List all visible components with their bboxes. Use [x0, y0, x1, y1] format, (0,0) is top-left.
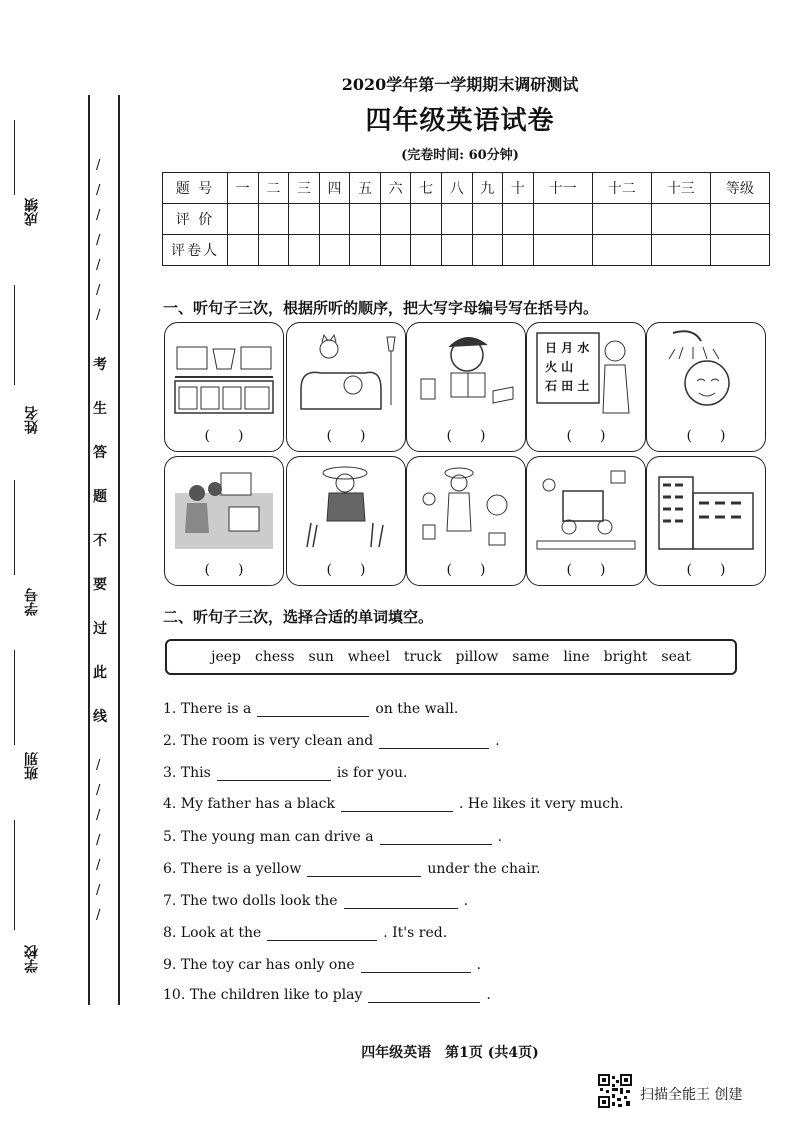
column-header: 十二 [592, 173, 651, 204]
table-cell[interactable] [592, 204, 651, 235]
column-header: 四 [319, 173, 350, 204]
exam-title: 2020学年第一学期期末调研测试 [341, 75, 579, 94]
table-cell[interactable] [651, 204, 710, 235]
column-header: 一 [228, 173, 259, 204]
table-cell[interactable] [533, 204, 592, 235]
table-cell[interactable] [350, 235, 381, 266]
question-5: 5. The young man can drive a . [163, 829, 502, 845]
qr-code-icon [598, 1074, 632, 1108]
answer-bracket[interactable]: ( ) [566, 562, 606, 578]
answer-blank[interactable] [307, 862, 421, 877]
picture-farmer-planting [286, 456, 406, 586]
table-cell[interactable] [319, 235, 350, 266]
time-note: (完卷时间: 60分钟) [401, 148, 519, 163]
picture-computer-class [164, 456, 284, 586]
word-bank-item: same [512, 649, 550, 665]
word-bank-item: jeep [211, 649, 242, 665]
word-bank-item: line [563, 649, 590, 665]
page-number: 四年级英语 第1页 (共4页) [361, 1045, 539, 1061]
answer-bracket[interactable]: ( ) [204, 428, 244, 444]
table-cell[interactable] [472, 235, 503, 266]
answer-bracket[interactable]: ( ) [566, 428, 606, 444]
scanner-watermark: 扫描全能王 创建 [640, 1087, 743, 1103]
column-header: 十一 [533, 173, 592, 204]
picture-teacher-board [526, 322, 646, 452]
table-cell[interactable] [228, 204, 259, 235]
table-cell[interactable] [258, 204, 289, 235]
picture-people-watching-tv [526, 456, 646, 586]
table-cell[interactable] [472, 204, 503, 235]
question-1: 1. There is a on the wall. [163, 701, 459, 717]
word-bank-item: bright [603, 649, 648, 665]
answer-bracket[interactable]: ( ) [446, 428, 486, 444]
table-cell[interactable] [411, 235, 442, 266]
girl-shower-illustration [653, 329, 759, 419]
row-label-question-number: 题 号 [163, 173, 228, 204]
table-cell[interactable] [503, 204, 534, 235]
answer-bracket[interactable]: ( ) [686, 428, 726, 444]
picture-cats-sofa [286, 322, 406, 452]
column-header: 九 [472, 173, 503, 204]
word-bank-item: wheel [347, 649, 390, 665]
table-cell[interactable] [710, 235, 769, 266]
answer-blank[interactable] [257, 702, 369, 717]
answer-blank[interactable] [379, 734, 489, 749]
table-cell[interactable] [380, 204, 411, 235]
table-cell[interactable] [289, 235, 320, 266]
question-7: 7. The two dolls look the . [163, 893, 469, 909]
answer-bracket[interactable]: ( ) [326, 428, 366, 444]
column-header: 七 [411, 173, 442, 204]
school-building-illustration [653, 463, 759, 553]
binding-line-right [118, 95, 120, 1005]
table-cell[interactable] [441, 235, 472, 266]
score-table-grader-row [163, 235, 770, 266]
watering-flowers-illustration [413, 463, 519, 553]
answer-bracket[interactable]: ( ) [326, 562, 366, 578]
answer-blank[interactable] [380, 830, 492, 845]
table-cell[interactable] [710, 204, 769, 235]
column-header: 六 [380, 173, 411, 204]
row-label-evaluation: 评 价 [163, 204, 228, 235]
paper-title: 四年级英语试卷 [365, 106, 555, 136]
picture-kitchen [164, 322, 284, 452]
table-cell[interactable] [651, 235, 710, 266]
row-label-grader: 评卷人 [163, 235, 228, 266]
watching-tv-illustration [533, 463, 639, 553]
table-cell[interactable] [258, 235, 289, 266]
picture-man-watering-flowers [406, 456, 526, 586]
table-cell[interactable] [289, 204, 320, 235]
answer-blank[interactable] [217, 766, 331, 781]
table-cell[interactable] [503, 235, 534, 266]
column-header: 五 [350, 173, 381, 204]
section1-instruction: 一、听句子三次，根据所听的顺序，把大写字母编号写在括号内。 [163, 299, 599, 317]
table-cell[interactable] [380, 235, 411, 266]
answer-bracket[interactable]: ( ) [686, 562, 726, 578]
table-cell[interactable] [350, 204, 381, 235]
score-table-evaluation-row [163, 204, 770, 235]
table-cell[interactable] [592, 235, 651, 266]
picture-boy-reading [406, 322, 526, 452]
table-cell[interactable] [319, 204, 350, 235]
picture-school-building [646, 456, 766, 586]
score-table-header-row [163, 173, 770, 204]
answer-blank[interactable] [368, 988, 480, 1003]
question-4: 4. My father has a black . He likes it very much. [163, 796, 624, 812]
answer-blank[interactable] [341, 797, 453, 812]
word-bank-item: chess [255, 649, 295, 665]
column-header: 二 [258, 173, 289, 204]
answer-blank[interactable] [344, 894, 458, 909]
answer-blank[interactable] [361, 958, 471, 973]
question-10: 10. The children like to play . [163, 987, 491, 1003]
answer-bracket[interactable]: ( ) [446, 562, 486, 578]
column-header: 八 [441, 173, 472, 204]
picture-girl-shower [646, 322, 766, 452]
word-bank-item: pillow [455, 649, 499, 665]
table-cell[interactable] [441, 204, 472, 235]
answer-bracket[interactable]: ( ) [204, 562, 244, 578]
question-9: 9. The toy car has only one . [163, 957, 482, 973]
question-8: 8. Look at the . It's red. [163, 925, 448, 941]
column-header: 十三 [651, 173, 710, 204]
column-header: 十 [503, 173, 534, 204]
word-bank-item: sun [308, 649, 334, 665]
boy-reading-illustration [413, 329, 519, 419]
word-bank-item: truck [403, 649, 442, 665]
farmer-planting-illustration [293, 463, 399, 553]
answer-blank[interactable] [267, 926, 377, 941]
column-header: 等级 [710, 173, 769, 204]
score-table [162, 172, 770, 266]
question-6: 6. There is a yellow under the chair. [163, 861, 541, 877]
table-cell[interactable] [411, 204, 442, 235]
table-cell[interactable] [228, 235, 259, 266]
word-bank [165, 639, 737, 675]
question-3: 3. This is for you. [163, 765, 408, 781]
table-cell[interactable] [533, 235, 592, 266]
column-header: 三 [289, 173, 320, 204]
blackboard-text: 日 月 水 火 山 石 田 土 [545, 341, 590, 393]
section2-instruction: 二、听句子三次，选择合适的单词填空。 [163, 608, 434, 626]
question-2: 2. The room is very clean and . [163, 733, 500, 749]
binding-line-left [88, 95, 90, 1005]
computer-class-illustration [171, 463, 277, 553]
sofa-cats-illustration [293, 329, 399, 419]
kitchen-illustration [171, 329, 277, 419]
word-bank-item: seat [661, 649, 691, 665]
